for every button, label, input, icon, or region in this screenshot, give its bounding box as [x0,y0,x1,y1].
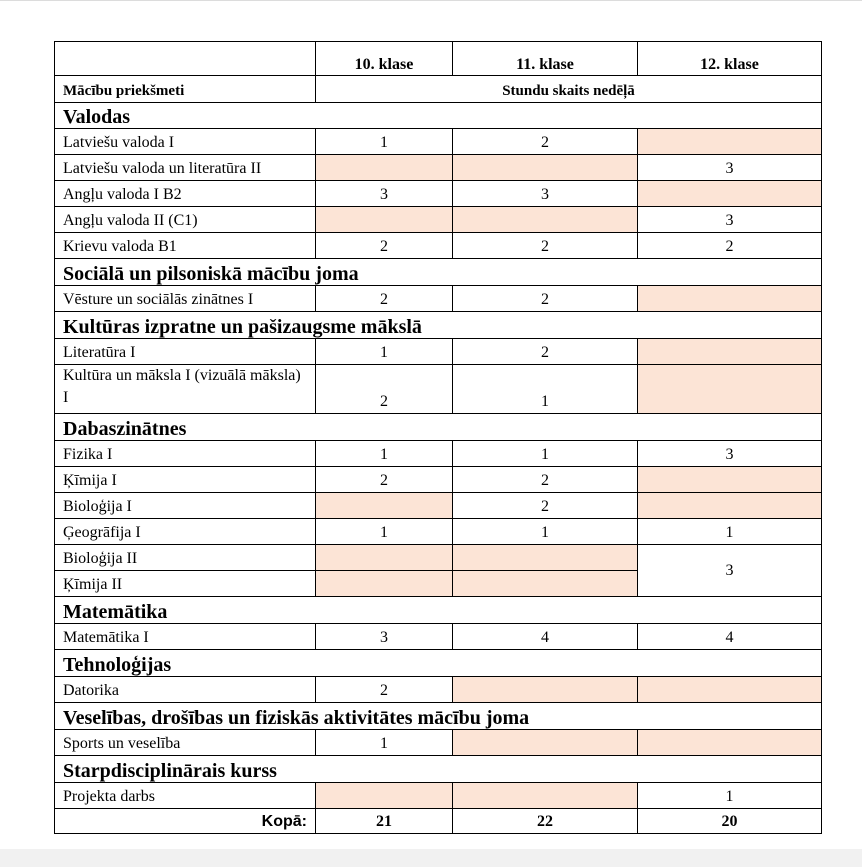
table-row [55,339,822,365]
hours-cell [638,129,822,155]
subject-name: Literatūra I [55,339,316,365]
total-cell: 21 [316,809,453,834]
hours-cell: 2 [316,286,453,312]
table-row [55,286,822,312]
table-row [55,233,822,259]
hours-cell: 1 [453,365,638,414]
hours-cell: 3 [316,624,453,650]
hours-cell: 1 [638,783,822,809]
hours-cell [453,155,638,181]
hours-cell: 2 [453,467,638,493]
category-row [55,756,822,783]
hours-cell: 3 [638,207,822,233]
hours-cell [638,730,822,756]
hours-cell: 1 [316,129,453,155]
subject-name: Kultūra un māksla I (vizuālā māksla) I [55,365,316,414]
subject-name: Matemātika I [55,624,316,650]
header-empty-cell [55,42,316,76]
total-cell: 22 [453,809,638,834]
subject-name: Latviešu valoda I [55,129,316,155]
hours-cell: 2 [453,129,638,155]
table-row [55,467,822,493]
curriculum-table [54,41,822,834]
hours-cell: 3 [638,155,822,181]
hours-cell [638,493,822,519]
table-row [55,155,822,181]
subject-name: Krievu valoda B1 [55,233,316,259]
subject-name: Ģeogrāfija I [55,519,316,545]
hours-cell: 2 [453,233,638,259]
table-row [55,519,822,545]
hours-cell: 1 [316,730,453,756]
hours-cell [638,339,822,365]
subject-name: Vēsture un sociālās zinātnes I [55,286,316,312]
grade-header-row [55,42,822,76]
hours-cell: 2 [638,233,822,259]
hours-cell-merged: 3 [638,545,822,597]
category-row [55,259,822,286]
subject-name: Sports un veselība [55,730,316,756]
hours-cell: 1 [316,441,453,467]
hours-cell: 3 [316,181,453,207]
hours-cell: 2 [316,677,453,703]
category-title: Starpdisciplinārais kurss [55,756,822,783]
table-row [55,783,822,809]
total-label: Kopā: [55,809,316,834]
hours-cell [638,181,822,207]
hours-cell [316,783,453,809]
table-row [55,207,822,233]
category-title: Tehnoloģijas [55,650,822,677]
category-row [55,312,822,339]
hours-cell [453,783,638,809]
category-row [55,703,822,730]
table-row [55,365,822,414]
category-row [55,414,822,441]
units-header: Stundu skaits nedēļā [316,76,822,103]
subject-name: Datorika [55,677,316,703]
hours-cell: 3 [453,181,638,207]
table-row [55,129,822,155]
hours-cell: 1 [453,441,638,467]
hours-cell: 2 [316,233,453,259]
category-row [55,650,822,677]
subject-name: Angļu valoda II (C1) [55,207,316,233]
grade-12-header: 12. klase [638,42,822,76]
hours-cell [638,365,822,414]
table-row [55,624,822,650]
grade-10-header: 10. klase [316,42,453,76]
hours-cell [453,730,638,756]
totals-row [55,809,822,834]
hours-cell [638,286,822,312]
table-row [55,677,822,703]
hours-cell [316,207,453,233]
table-row [55,730,822,756]
hours-cell: 4 [453,624,638,650]
hours-cell [453,571,638,597]
hours-cell: 2 [453,339,638,365]
hours-cell: 2 [316,365,453,414]
category-title: Matemātika [55,597,822,624]
hours-cell [453,207,638,233]
hours-cell [316,571,453,597]
subjects-header: Mācību priekšmeti [55,76,316,103]
subject-name: Bioloģija II [55,545,316,571]
hours-cell: 1 [638,519,822,545]
subject-name: Angļu valoda I B2 [55,181,316,207]
category-title: Veselības, drošības un fiziskās aktivitātes mācību joma [55,703,822,730]
subject-name: Ķīmija I [55,467,316,493]
table-row [55,441,822,467]
hours-cell [638,677,822,703]
hours-cell [453,545,638,571]
subject-name: Fizika I [55,441,316,467]
subheader-row [55,76,822,103]
subject-name: Ķīmija II [55,571,316,597]
category-row [55,103,822,129]
subject-name: Latviešu valoda un literatūra II [55,155,316,181]
hours-cell: 1 [316,339,453,365]
hours-cell: 1 [453,519,638,545]
subject-name: Bioloģija I [55,493,316,519]
hours-cell: 2 [453,493,638,519]
grade-11-header: 11. klase [453,42,638,76]
hours-cell: 1 [316,519,453,545]
hours-cell [316,493,453,519]
hours-cell [638,467,822,493]
hours-cell: 3 [638,441,822,467]
hours-cell: 2 [453,286,638,312]
hours-cell: 2 [316,467,453,493]
hours-cell [316,545,453,571]
category-title: Kultūras izpratne un pašizaugsme mākslā [55,312,822,339]
category-title: Valodas [55,103,822,129]
table-row [55,545,822,571]
total-cell: 20 [638,809,822,834]
hours-cell [453,677,638,703]
category-title: Dabaszinātnes [55,414,822,441]
subject-name: Projekta darbs [55,783,316,809]
category-row [55,597,822,624]
category-title: Sociālā un pilsoniskā mācību joma [55,259,822,286]
table-row [55,181,822,207]
hours-cell: 4 [638,624,822,650]
table-row [55,493,822,519]
hours-cell [316,155,453,181]
